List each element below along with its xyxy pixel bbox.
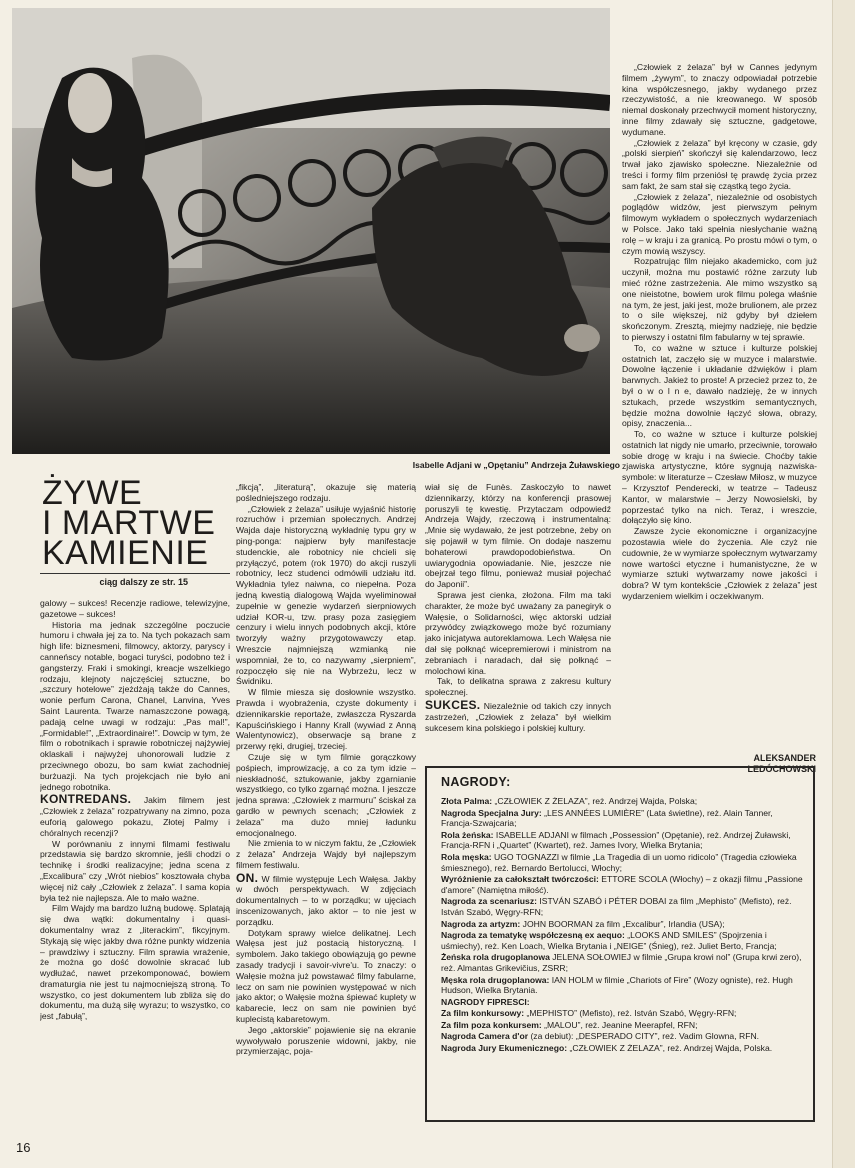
paragraph: „Człowiek z żelaza”, niezależnie od osobistych poglądów widzów, jest pierwszym pełnym filmowym wykładem o społecznych wydarzeniach w Polsce. Jako taki spełnia niesłychanie ważną rolę – w kraju i za granicą. Po prostu mówi o tym, o czym mowią wszyscy. <box>622 191 817 256</box>
award-category: Rola żeńska: <box>441 829 494 840</box>
paragraph: Zawsze życie ekonomiczne i organizacyjne pozostawia wiele do życzenia. Ale czyż nie cudownie, że w wymiarze społecznym wytwarzamy nowe wartości etyczne i humanistyczne, że w wymiarze sztuki wytwarzamy nowe jakości i dobra? W tym kontekście „Człowiek z żelaza” jest wydarzeniem wielkim i oczekiwanym. <box>622 526 817 602</box>
paragraph: „Człowiek z żelaza” usiłuje wyjaśnić historię rozruchów i przemian społecznych. Andrzej Wajda daje historyczną wykładnię typu gry w ping-ponga: najpierw były manifestacje studenckie, ale robotnicy nie chcieli się przyłączyć, potem (rok 1970) do akcji ruszyli robotnicy, lecz studenci odmówili udziału itd. Wykładnia tylez naiwna, co niepełna. Poza jedną kwestią dialogową Wajda wyeliminował zupełnie w genezie wydarzeń sierpniowych udział KOR-u, tzw. prasy poza zasięgiem cenzury i wielu innych podobnych akcji, które tworzyły ważny przygotowawczy etap. Wreszcie najmniejszą wzmianką nie wspomniał, że to, co nazywamy „sierpniem”, rozpoczęło się nie na Wybrzeżu, lecz w Świdniku. <box>236 503 416 687</box>
page-number: 16 <box>16 1140 31 1155</box>
article-title <box>42 474 222 572</box>
award-category: Nagroda Camera d'or <box>441 1031 529 1042</box>
paragraph: W porównaniu z innymi filmami festiwalu przedstawia się bardzo skromnie, jeśli chodzi o technikę i środki realizacyjne; jedna scena z „Excalibura” czy „Wrót niebios” kosztowała chyba więcej niż cały „Człowiek z żelaza”. I sama kopia była też nie najlepsza. Ale to mało ważne. <box>40 838 230 903</box>
award-entry <box>441 808 803 829</box>
award-winner: JOHN BOORMAN za film „Excalibur”, Irlandia (USA); <box>520 918 725 929</box>
award-category: Za film konkursowy: <box>441 1008 525 1019</box>
paragraph-text: Niezależnie od takich czy innych zastrzeżeń, „Człowiek z żelaza” był wielkim sukcesem kina polskiego i polskiej kultury. <box>425 700 611 733</box>
paragraph: Rozpatrując film niejako akademicko, com już uczynił, można mu postawić różne zarzuty lub mieć różne zastrzeżenia. Ale mimo wszystko są one nieistotne, bowiem urok filmu polega właśnie na tym, że jest, jaki jest, może brulionem, ale przez to o sile większej, niż gdyby był dziełem skończonym. Zresztą, miejmy nadzieję, nie będzie to pierwszy i ostatni film fabularny w tej sprawie. <box>622 256 817 342</box>
award-category: Nagroda Specjalna Jury: <box>441 807 542 818</box>
paragraph: Sprawa jest cienka, złożona. Film ma taki charakter, że może być uważany za panegiryk o Wałęsie, o Solidarności, więc aktorski udział przywódcy związkowego może być rozumiany jako inicjatywa autoreklamowa. Lech Wałęsa nie dał się połknąć wicepremierowi i ministrom na zebraniach i naradach, dał się połknąć – molochowi kina. <box>425 589 611 676</box>
award-winner: „MALOU”, reż. Jeanine Meerapfel, RFN; <box>541 1019 698 1030</box>
award-entry <box>441 952 803 973</box>
award-entry <box>441 975 803 996</box>
paragraph: Dotykam sprawy wielce delikatnej. Lech Wałęsa jest już postacią historyczną. I symbolem. Jako takiego obowiązują go pewne zasady tradycji i savoir-vivre'u. To znaczy: o Wałęsie można już powstawać filmy fabularne, lecz on sam nie powinien występować w nich jako aktor; o Wałęsie można śpiewać kuplety w kabarecie, lecz on sam nie powinien być kuplecistą kabaretowym. <box>236 927 416 1025</box>
author-first-name: ALEKSANDER <box>753 753 816 763</box>
article-column-4 <box>622 62 817 750</box>
award-entry <box>441 796 803 807</box>
award-entry <box>441 930 803 951</box>
paragraph: To, co ważne w sztuce i kulturze polskiej ostatnich lat, zaczęło się w muzyce i malarstwie. Dowolne łączenie i układanie dźwięków i plam barwnych. Jakież to proste! A przecież przez to, że był o w o l n e, dawało nadzieję, że w innych sztukach, przede wszystkim semantycznych, będzie można dowolnie łączyć słowa, obrazy, opisy, znaczenia... <box>622 342 817 429</box>
awards-box <box>425 766 815 1122</box>
awards-title: NAGRODY: <box>441 775 511 789</box>
award-winner: ISTVÁN SZABÓ i PÉTER DOBAI za film „Mephisto” (Mefisto), reż. István Szabó, Węgry-RFN; <box>441 896 792 917</box>
paragraph: galowy – sukces! Recenzje radiowe, telewizyjne, gazetowe – sukces! <box>40 598 230 619</box>
paragraph: „Człowiek z żelaza” był kręcony w czasie, gdy „polski sierpień” skończył się kalendarzowo, lecz trwał jako zjawisko społeczne. Niezależnie od treści i formy film przeniósł tę prawdę życia przez sam fakt, że sam stał się cząstką tego życia. <box>622 137 817 191</box>
award-category: Wyróżnienie za całokształt twórczości: <box>441 874 599 885</box>
paragraph-text: W filmie występuje Lech Wałęsa. Jakby w dwóch perspektywach. W zdjęciach dokumentalnych – to w porządku; w ujęciach inscenizowanych, jako aktor – to nie jest w porządku. <box>236 873 416 927</box>
award-category: Nagroda Jury Ekumenicznego: <box>441 1043 568 1054</box>
paragraph: Tak, to delikatna sprawa z zakresu kultury społecznej. <box>425 676 611 698</box>
award-entry <box>441 919 803 930</box>
award-category: Za film poza konkursem: <box>441 1019 542 1030</box>
continued-note: ciąg dalszy ze str. 15 <box>99 577 188 587</box>
award-winner: „LOOKS AND SMILES” (Spojrzenia i uśmiechy), reż. Ken Loach, Wielka Brytania i „NEIGE” (Śnieg), reż. Juliet Berto, Francja; <box>441 930 777 951</box>
award-entry <box>441 1020 803 1031</box>
paragraph: Jego „aktorskie” pojawienie się na ekranie wywoływało poruszenie widowni, jakby, nie przymierzając, poja- <box>236 1024 416 1057</box>
award-winner: ETTORE SCOLA (Włochy) – z okazji filmu „Passione d'amore” (Namiętna miłość). <box>441 874 803 895</box>
award-entry <box>441 896 803 917</box>
article-column-1 <box>40 598 230 1133</box>
award-entry <box>441 1043 803 1054</box>
award-entry <box>441 874 803 895</box>
article-column-3 <box>425 482 611 754</box>
award-winner: ISABELLE ADJANI w filmach „Possession” (Opętanie), reż. Andrzej Żuławski, Francja-RFN i „Quartet” (Kwartet), reż. James Ivory, Wielka Brytania; <box>441 829 791 851</box>
paragraph: Historia ma jednak szczególne poczucie humoru i chwała jej za to. Na tych pokazach sam high life: biznesmeni, filmowcy, aktorzy, paryscy i canneńscy notable, bogaci turyści, podobno też i gangsterzy. Fraki i smokingi, kreacje wszelkiego rodzaju, klejnoty najczęściej sztuczne, bo „szczury hotelowe” zjeżdżają także do Cannes, wonie perfum Carona, Chanel, Lanvina, Yves Saint Laurenta. Twarze namaszczone powagą, padają celne uwagi w rodzaju: „Pas mal!”, „Formidable!”, „Extraordinaire!”. Dowcip w tym, że film o robotnikach i sprawie robotniczej najżywiej oklaskali i najwyżej uhonorowali ludzie z przeciwnego obozu, bo sam kwiat zachodniej burżuazji. Na tych projekcjach nie było ani jednego robotnika. <box>40 619 230 792</box>
paragraph: Film Wajdy ma bardzo luźną budowę. Splatają się dwa wątki: dokumentalny i quasi-dokumentalny wraz z „literackim”, fikcyjnym. Stykają się więc jakby dwa różne punkty widzenia – prawdziwy i sztuczny. Film sprawia wrażenie, że można go dość dowolnie skracać lub wydłużać, nawet przekomponować, bowiem dramaturgia nie jest tu najmocniejszą stroną. To wszystko, co jest dokumentem lub zbliża się do dokumentu, ma dużą siłę wyrazu; to wszystko, co jest „fabułą”, <box>40 903 230 1022</box>
paragraph: wiał się de Funès. Zaskoczyło to nawet dziennikarzy, którzy na konferencji prasowej poruszyli tę kwestię. Przytaczam odpowiedź Andrzeja Wajdy, rzeczową i instrumentalną: „Mnie się wydawało, że jest potrzebne, żeby on się pojawił w tym filmie. On dodaje naszemu bohaterowi prawdopodobieństwa. On uwiarygodnia opowiadanie. Nie, jeszcze nie obejrzał tego filmu, ponieważ musiał pojechać do Japonii”. <box>425 482 611 590</box>
award-winner: JELENA SOŁOWIEJ w filmie „Grupa krowi nol” (Grupa krwi zero), reż. Almantas Grikevičius, ZSRR; <box>441 952 802 973</box>
paragraph: Czuje się w tym filmie gorączkowy pośpiech, improwizację, a co za tym idzie – nieskładność, sztukowanie, jakby zgarnianie wszystkiego, co tylko zgarnąć można. I jeszcze jedna sprawa: „Człowiek z marmuru” ściskał za gardło w pewnych scenach; „Człowiek z żelaza” ma dużo mniej ładunku emocjonalnego. <box>236 751 416 838</box>
award-winner: (za debiut): „DESPERADO CITY”, reż. Vadim Glowna, RFN. <box>528 1031 760 1042</box>
title-divider <box>40 573 230 574</box>
award-winner: IAN HOLM w filmie „Chariots of Fire” (Wozy ogniste), reż. Hugh Hudson, Wielka Brytania. <box>441 974 793 996</box>
award-category: NAGRODY FIPRESCI: <box>441 996 530 1007</box>
title-line-1: ŻYWE <box>42 474 143 512</box>
award-category: Złota Palma: <box>441 796 493 806</box>
paragraph: „Człowiek z żelaza” był w Cannes jedynym filmem „żywym”, to znaczy odpowiadał potrzebie kina współczesnego, jakby wydanego przez rzeczywistość, a nie kreowanego. W sposób niemal doskonały przechwycił moment historyczny, inne filmy zdawały się sztuczne, gadgetowe, wydumane. <box>622 62 817 137</box>
title-line-2: I MARTWE <box>42 504 216 542</box>
paragraph: Nie zmienia to w niczym faktu, że „Człowiek z żelaza” Andrzeja Wajdy był najlepszym filmem festiwalu. <box>236 838 416 870</box>
photo-caption: Isabelle Adjani w „Opętaniu” Andrzeja Żuławskiego <box>412 460 620 470</box>
title-line-3: KAMIENIE <box>42 534 209 572</box>
section-lead-sukces: SUKCES. <box>425 697 481 712</box>
section-lead-on: ON. <box>236 870 259 885</box>
award-entry <box>441 852 803 873</box>
paragraph <box>425 697 611 733</box>
award-category: Męska rola drugoplanowa: <box>441 974 550 985</box>
paragraph: „fikcją”, „literaturą”, okazuje się materią pośledniejszego rodzaju. <box>236 482 416 503</box>
award-category: Nagroda za artyzm: <box>441 918 521 929</box>
award-entry <box>441 830 803 851</box>
paragraph-text: Jakim filmem jest „Człowiek z żelaza” rozpatrywany na zimno, poza euforią galowego pokazu, Złotej Palmy i chóralnych recenzji? <box>40 795 230 838</box>
film-still-image <box>12 8 610 454</box>
award-entry <box>441 997 803 1008</box>
award-entry <box>441 1031 803 1042</box>
film-still-photo <box>12 8 610 454</box>
award-winner: „CZŁOWIEK Z ŻELAZA”, reż. Andrzej Wajda, Polska. <box>567 1043 773 1054</box>
paragraph <box>40 794 230 838</box>
award-winner: UGO TOGNAZZI w filmie „La Tragedia di un uomo ridicolo” (Tragedia człowieka śmiesznego), reż. Bernardo Bertolucci, Włochy; <box>441 851 797 873</box>
award-category: Nagroda za tematykę współczesną ex aequo: <box>441 930 625 941</box>
award-category: Rola męska: <box>441 851 492 862</box>
paragraph <box>236 870 416 928</box>
section-lead-kontredans: KONTREDANS. <box>40 792 132 807</box>
paragraph: W filmie miesza się dosłownie wszystko. Prawda i wyobrażenia, czyste dokumenty i dziennikarskie reportaże, zwłaszcza Ryszarda Kapuścińskiego i Hanny Krall (wywiad z Anną Walentynowicz), obserwacje są brane z przerwy ręki, drugiej, trzeciej. <box>236 687 416 752</box>
paragraph: To, co ważne w sztuce i kulturze polskiej ostatnich lat nigdy nie umarło, przeciwnie, torowało sobie drogę w kraju i na świecie. Choćby takie zjawiska artystyczne, które sygnują nazwiska-symbole: w literaturze – Czesław Miłosz, w muzyce – Krzysztof Penderecki, w teatrze – Tadeusz Kantor, w malarstwie – Jerzy Nowosielski, by poprzestać tylko na nich. Teraz, i wreszcie, dołączyło się kino. <box>622 429 817 526</box>
award-category: Nagroda za scenariusz: <box>441 896 537 907</box>
award-category: Żeńska rola drugoplanowa <box>441 952 550 963</box>
award-winner: „MEPHISTO” (Mefisto), reż. István Szabó, Węgry-RFN; <box>524 1008 737 1019</box>
page-edge <box>832 0 855 1168</box>
award-winner: „CZŁOWIEK Z ŻELAZA”, reż. Andrzej Wajda, Polska; <box>492 796 698 806</box>
award-winner: „LES ANNÉES LUMIÈRE” (Lata świetlne), reż. Alain Tanner, Francja-Szwajcaria; <box>441 807 773 829</box>
author-last-name: LEDÓCHOWSKI <box>747 764 816 774</box>
article-column-2 <box>236 482 416 1127</box>
awards-list <box>441 796 803 1055</box>
award-entry <box>441 1008 803 1019</box>
